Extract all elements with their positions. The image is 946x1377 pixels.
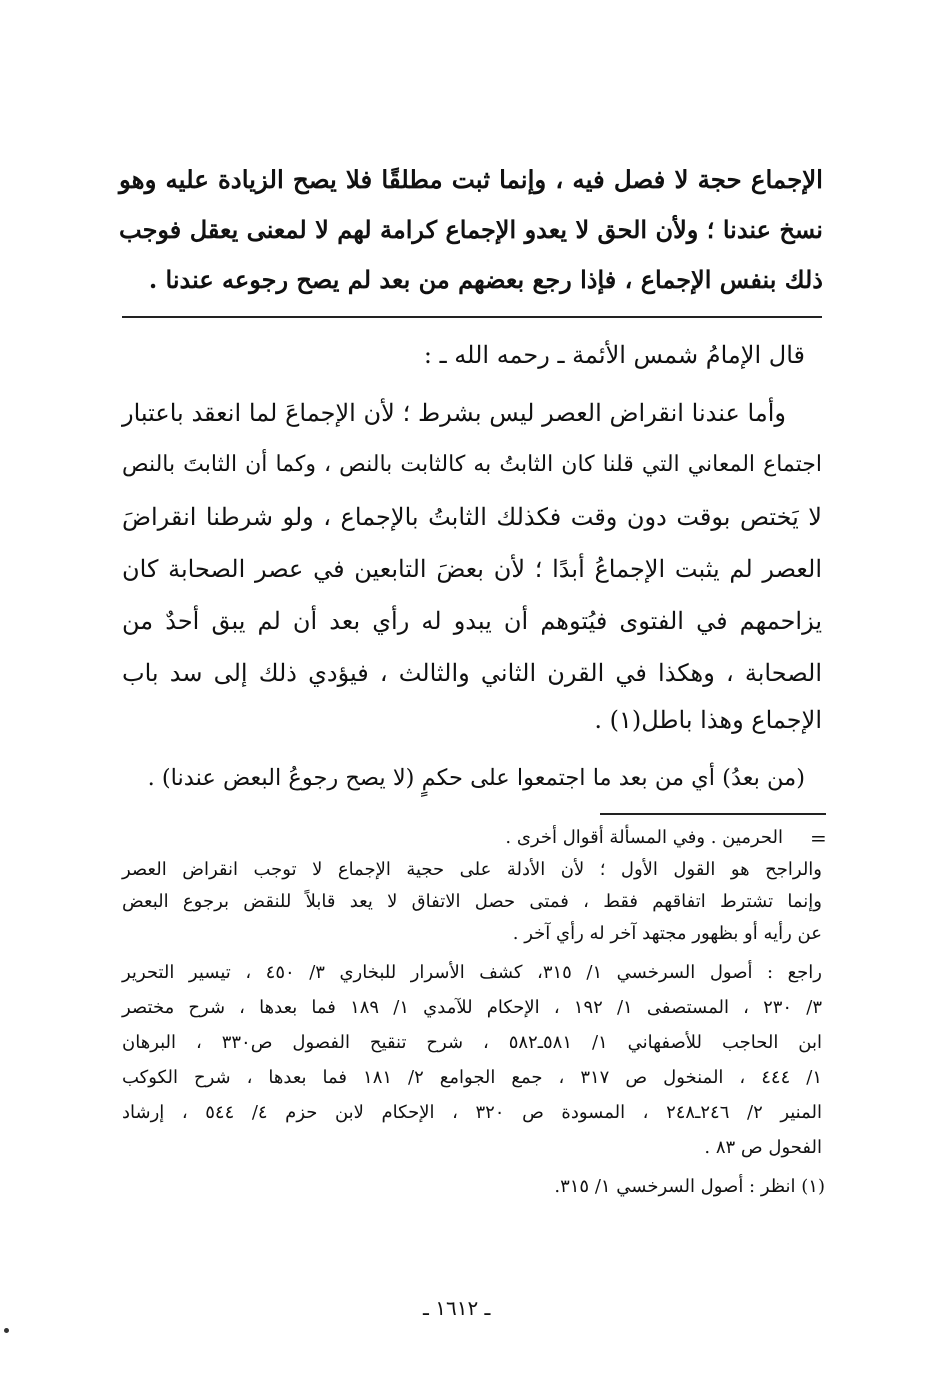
quote-line: يزاحمهم في الفتوى فيُتوهم أن يبدو له رأي بعد أن لم يبق أحدٌ من [122,607,822,635]
footnote-line: (١) انظر : أصول السرخسي ١/ ٣١٥. [554,1176,825,1197]
main-text-line: نسخ عندنا ؛ ولأن الحق لا يعدو الإجماع كرامة لهم لا لمعنى يعقل فوجب [119,215,823,244]
continuation-mark: = [810,826,827,850]
page-number: ـ ١٦١٢ ـ [423,1296,491,1320]
footnote-line: المنير ٢/ ٢٤٦ـ٢٤٨ ، المسودة ص ٣٢٠ ، الإحكام لابن حزم ٤/ ٥٤٤ ، إرشاد [122,1102,823,1123]
footnote-line: راجع : أصول السرخسي ١/ ٣١٥، كشف الأسرار للبخاري ٣/ ٤٥٠ ، تيسير التحرير [122,962,822,983]
footnote-line: ١/ ٤٤٤ ، المنخول ص ٣١٧ ، جمع الجوامع ٢/ ١٨١ فما بعدها ، شرح الكوكب [122,1067,823,1088]
footnote-line: ٣/ ٢٣٠ ، المستصفى ١/ ١٩٢ ، الإحكام للآمدي ١/ ١٨٩ فما بعدها ، شرح مختصر [122,997,823,1018]
footnote-line: ابن الحاجب للأصفهاني ١/ ٥٨١ـ٥٨٢ ، شرح تنقيح الفصول ص٣٣٠ ، البرهان [122,1032,822,1053]
section-divider [122,316,822,318]
quote-line: اجتماع المعاني التي قلنا كان الثابتُ به كالثابت بالنص ، وكما أن الثابتَ بالنص [122,452,822,477]
main-text-line: ذلك بنفس الإجماع ، فإذا رجع بعضهم من بعد لم يصح رجوعه عندنا . [148,265,823,294]
footnote-divider [600,813,826,815]
quote-line: العصر لم يثبت الإجماعُ أبدًا ؛ لأن بعضَ التابعين في عصر الصحابة كان [122,555,822,583]
quote-line: الصحابة ، وهكذا في القرن الثاني والثالث ، فيؤدي ذلك إلى سد باب [122,659,822,687]
footnote-line: الفحول ص ٨٣ . [704,1137,822,1158]
footnote-line: وإنما تشترط اتفاقهم فقط ، فمتى حصل الاتفاق لا يعد قابلاً للنقض برجوع البعض [122,891,822,912]
quote-intro: قال الإمامُ شمس الأئمة ـ رحمه الله ـ : [423,341,805,369]
quote-line: الإجماع وهذا باطل(١) . [594,706,822,734]
quote-line: وأما عندنا انقراض العصر ليس بشرط ؛ لأن الإجماعَ لما انعقد باعتبار [122,399,786,427]
footnote-line: الحرمين . وفي المسألة أقوال أخرى . [505,827,783,848]
commentary-line: (من بعدُ) أي من بعد ما اجتمعوا على حكمٍ (لا يصح رجوعُ البعض عندنا) . [147,765,805,791]
scan-speck [4,1328,9,1333]
main-text-line: الإجماع حجة لا فصل فيه ، وإنما ثبت مطلقًا فلا يصح الزيادة عليه وهو [119,165,823,194]
footnote-line: والراجح هو القول الأول ؛ لأن الأدلة على حجية الإجماع لا توجب انقراض العصر [122,859,822,880]
quote-line: لا يَختص بوقت دون وقت فكذلك الثابتُ بالإجماع ، ولو شرطنا انقراضَ [122,503,822,531]
footnote-line: عن رأيه أو بظهور مجتهد آخر له رأي آخر . [512,923,822,944]
